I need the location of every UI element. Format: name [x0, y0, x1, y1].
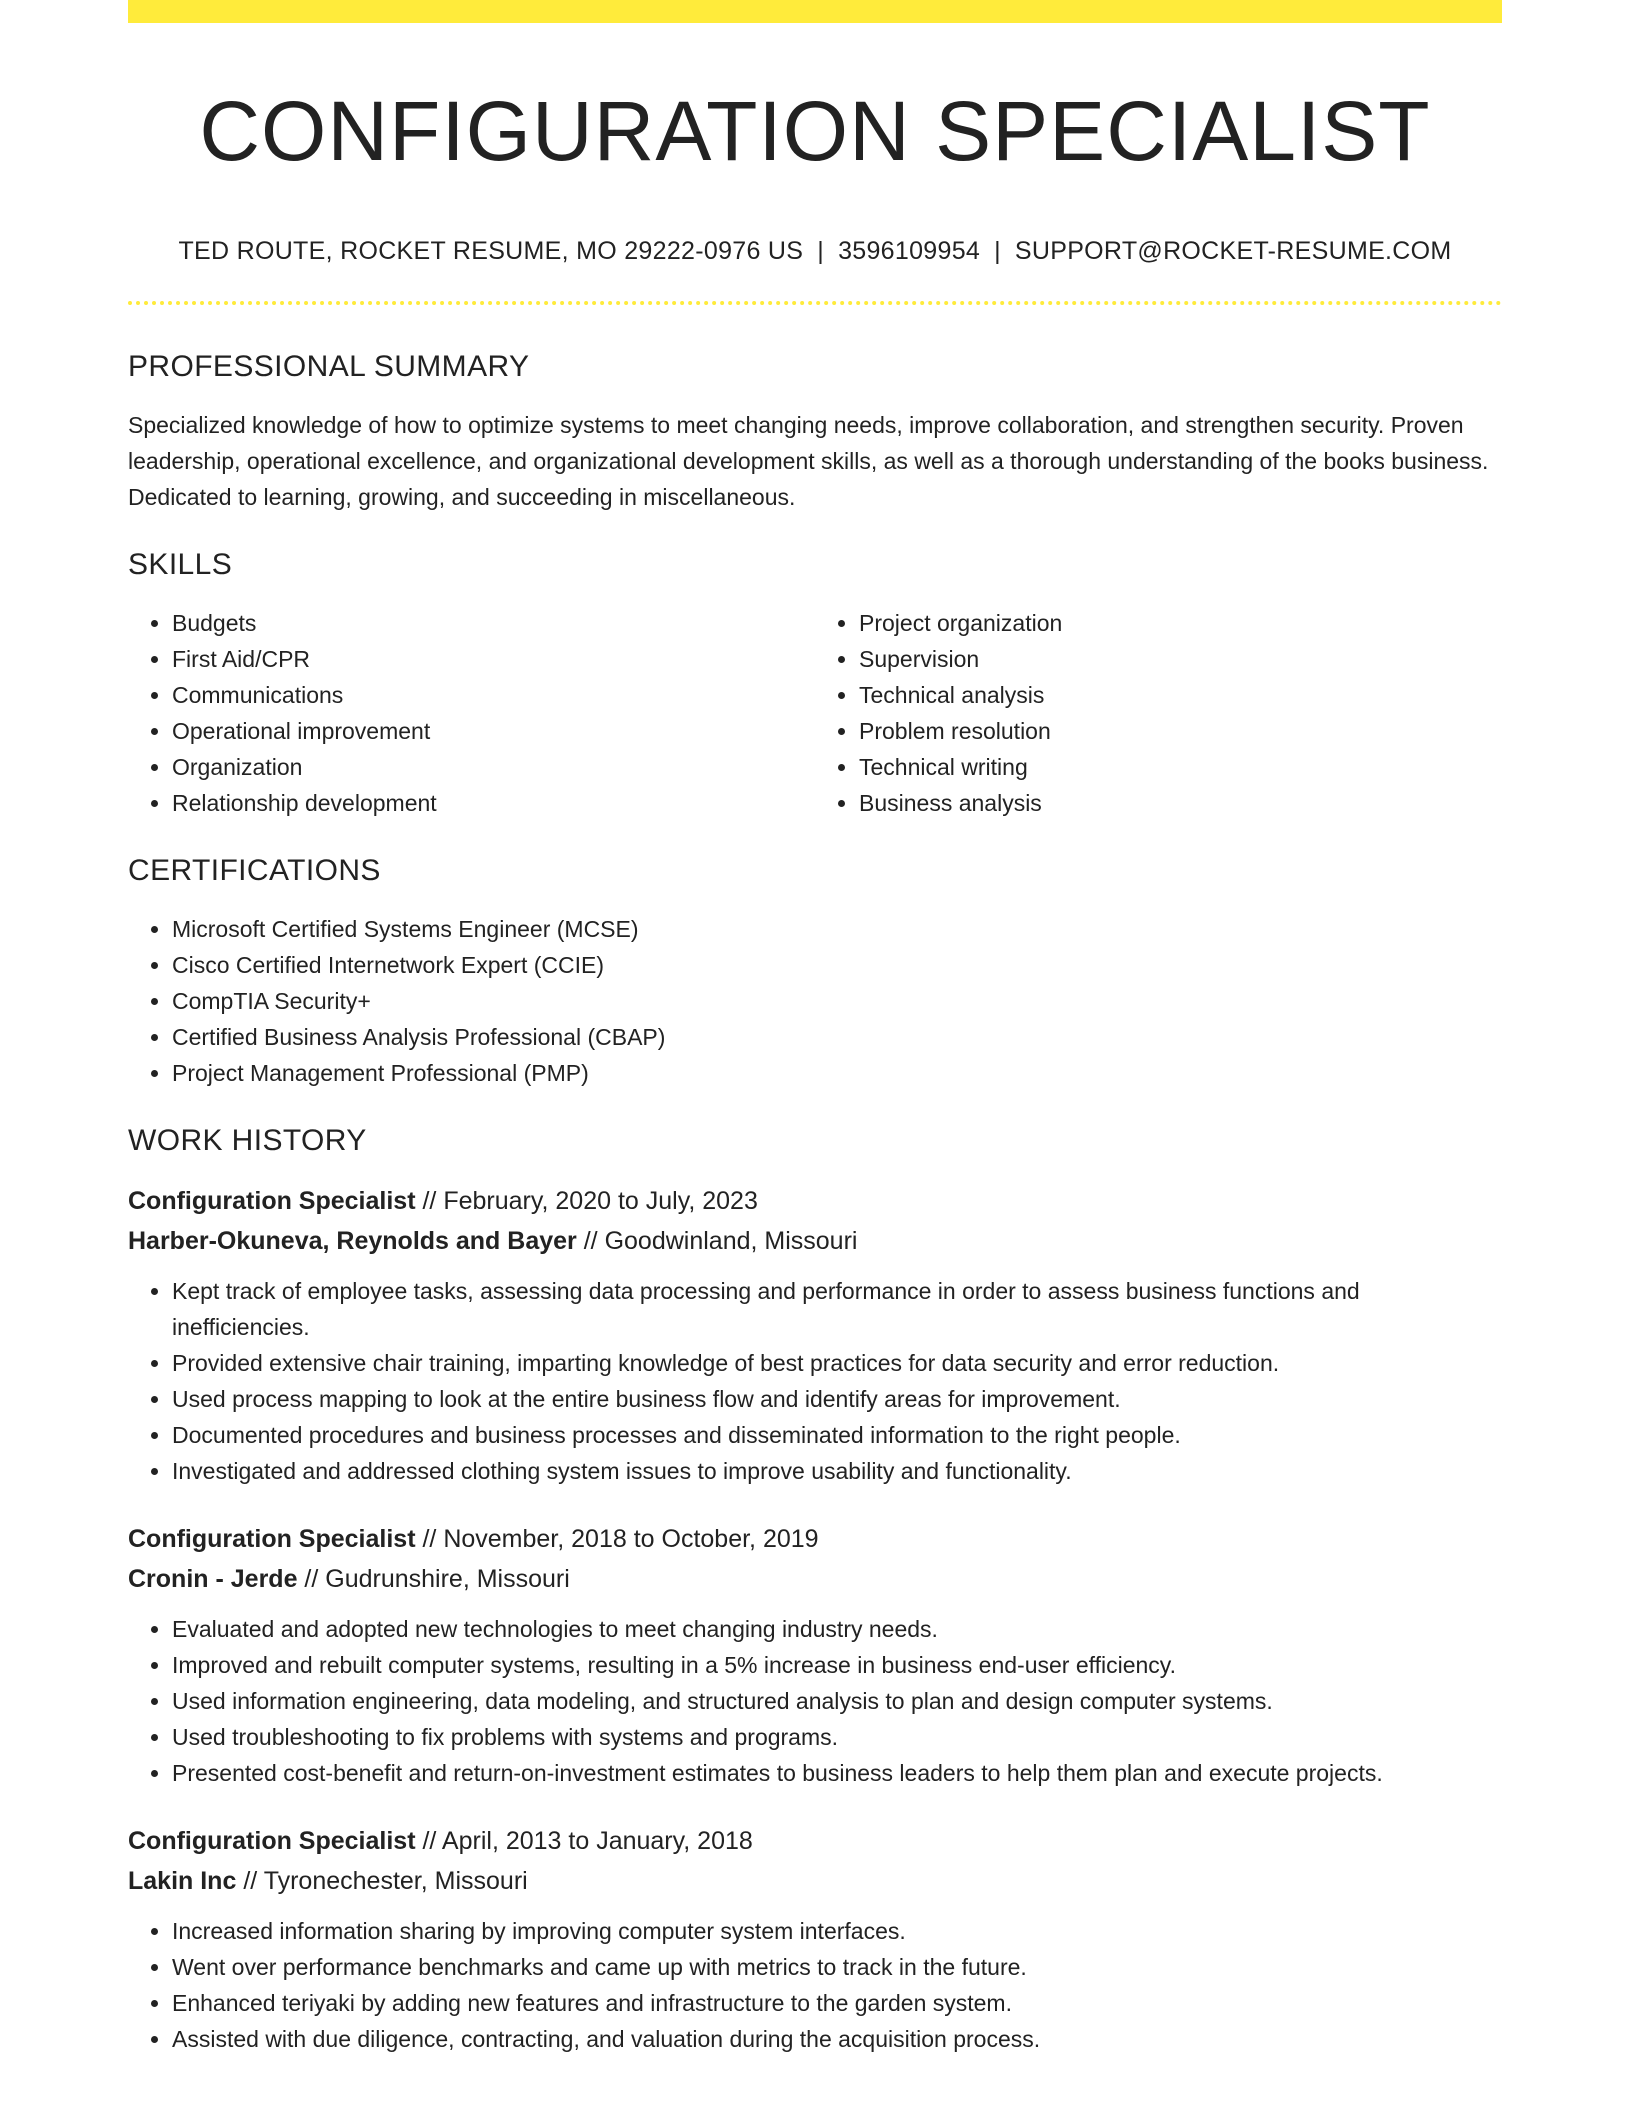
skill-item: • Technical analysis: [859, 677, 1502, 713]
job-title-line: [128, 1181, 1502, 1221]
resume-content: [128, 23, 1502, 2057]
job-title-line: [128, 1821, 1502, 1861]
skill-item: • Business analysis: [859, 785, 1502, 821]
certifications-list: [128, 911, 1502, 1091]
contact-address: TED ROUTE, ROCKET RESUME, MO 29222-0976 US: [178, 237, 804, 265]
skill-item: • Communications: [172, 677, 815, 713]
job-bullet: • Used troubleshooting to fix problems with systems and programs.: [172, 1719, 1502, 1755]
skill-item: • Project organization: [859, 605, 1502, 641]
skills-list-right: [815, 605, 1502, 821]
skill-item: • Technical writing: [859, 749, 1502, 785]
skill-item: • Operational improvement: [172, 713, 815, 749]
job-location: // Goodwinland, Missouri: [576, 1227, 858, 1255]
job-bullets: [128, 1611, 1502, 1791]
job-company: Harber-Okuneva, Reynolds and Bayer: [128, 1227, 577, 1255]
certification-item: • Cisco Certified Internetwork Expert (CCIE): [172, 947, 1502, 983]
job-company-line: [128, 1221, 1502, 1261]
work-history-heading: WORK HISTORY: [128, 1124, 367, 1157]
job-company-line: [128, 1861, 1502, 1901]
certification-item: • Microsoft Certified Systems Engineer (MCSE): [172, 911, 1502, 947]
skills-list-left: [128, 605, 815, 821]
job-bullet: • Used process mapping to look at the entire business flow and identify areas for improvement.: [172, 1381, 1502, 1417]
contact-separator: |: [817, 237, 825, 265]
contact-email: SUPPORT@ROCKET-RESUME.COM: [1014, 237, 1452, 265]
skill-item: • Organization: [172, 749, 815, 785]
job-title-line: [128, 1519, 1502, 1559]
contact-separator: |: [994, 237, 1001, 265]
job-bullet: • Improved and rebuilt computer systems, resulting in a 5% increase in business end-user efficiency.: [172, 1647, 1502, 1683]
job-bullet: • Provided extensive chair training, imparting knowledge of best practices for data security and error reduction.: [172, 1345, 1502, 1381]
job-title: Configuration Specialist: [128, 1827, 416, 1855]
job-bullet: • Presented cost-benefit and return-on-investment estimates to business leaders to help them plan and execute projects.: [172, 1755, 1502, 1791]
job-company-line: [128, 1559, 1502, 1599]
job-bullet: • Kept track of employee tasks, assessing data processing and performance in order to assess business functions and inefficiencies.: [172, 1273, 1502, 1345]
job-bullet: • Increased information sharing by improving computer system interfaces.: [172, 1913, 1502, 1949]
job-bullet: • Enhanced teriyaki by adding new features and infrastructure to the garden system.: [172, 1985, 1502, 2021]
skill-item: • Budgets: [172, 605, 815, 641]
job-bullet: • Assisted with due diligence, contracting, and valuation during the acquisition process.: [172, 2021, 1502, 2057]
skills-heading: SKILLS: [128, 548, 233, 581]
certification-item: • Project Management Professional (PMP): [172, 1055, 1502, 1091]
job-location: // Gudrunshire, Missouri: [297, 1565, 570, 1593]
job-title: Configuration Specialist: [128, 1525, 416, 1553]
skill-item: • First Aid/CPR: [172, 641, 815, 677]
job-bullet: • Used information engineering, data modeling, and structured analysis to plan and design computer systems.: [172, 1683, 1502, 1719]
skill-item: • Problem resolution: [859, 713, 1502, 749]
job-bullet: • Went over performance benchmarks and came up with metrics to track in the future.: [172, 1949, 1502, 1985]
job-bullet: • Evaluated and adopted new technologies to meet changing industry needs.: [172, 1611, 1502, 1647]
job-dates: // February, 2020 to July, 2023: [415, 1187, 758, 1215]
job-bullet: • Documented procedures and business processes and disseminated information to the right people.: [172, 1417, 1502, 1453]
dotted-divider: [128, 301, 1502, 305]
job-title: Configuration Specialist: [128, 1187, 416, 1215]
job-bullets: [128, 1273, 1502, 1489]
job-location: // Tyronechester, Missouri: [236, 1867, 528, 1895]
skill-item: • Relationship development: [172, 785, 815, 821]
certification-item: • Certified Business Analysis Professional (CBAP): [172, 1019, 1502, 1055]
job-company: Lakin Inc: [128, 1867, 237, 1895]
job-dates: // November, 2018 to October, 2019: [415, 1525, 819, 1553]
resume-title: CONFIGURATION SPECIALIST: [199, 84, 1431, 178]
summary-text: Specialized knowledge of how to optimize systems to meet changing needs, improve collaboration, and strengthen security. Proven leadership, operational excellence, and organizational development skills, as well as a thorough understanding of the books business. Dedicated to learning, growing, and succeeding in miscellaneous.: [128, 412, 1489, 510]
job-entry: [128, 1519, 1502, 1791]
certification-item: • CompTIA Security+: [172, 983, 1502, 1019]
job-company: Cronin - Jerde: [128, 1565, 298, 1593]
job-entry: [128, 1181, 1502, 1489]
skills-grid: [128, 605, 1502, 821]
job-bullets: [128, 1913, 1502, 2057]
skill-item: • Supervision: [859, 641, 1502, 677]
job-dates: // April, 2013 to January, 2018: [415, 1827, 753, 1855]
certifications-heading: CERTIFICATIONS: [128, 854, 381, 887]
contact-line: [128, 236, 1502, 266]
accent-top-bar: [128, 0, 1502, 23]
job-entry: [128, 1821, 1502, 2057]
summary-heading: PROFESSIONAL SUMMARY: [128, 350, 530, 383]
contact-phone: 3596109954: [838, 237, 981, 265]
job-bullet: • Investigated and addressed clothing system issues to improve usability and functionality.: [172, 1453, 1502, 1489]
